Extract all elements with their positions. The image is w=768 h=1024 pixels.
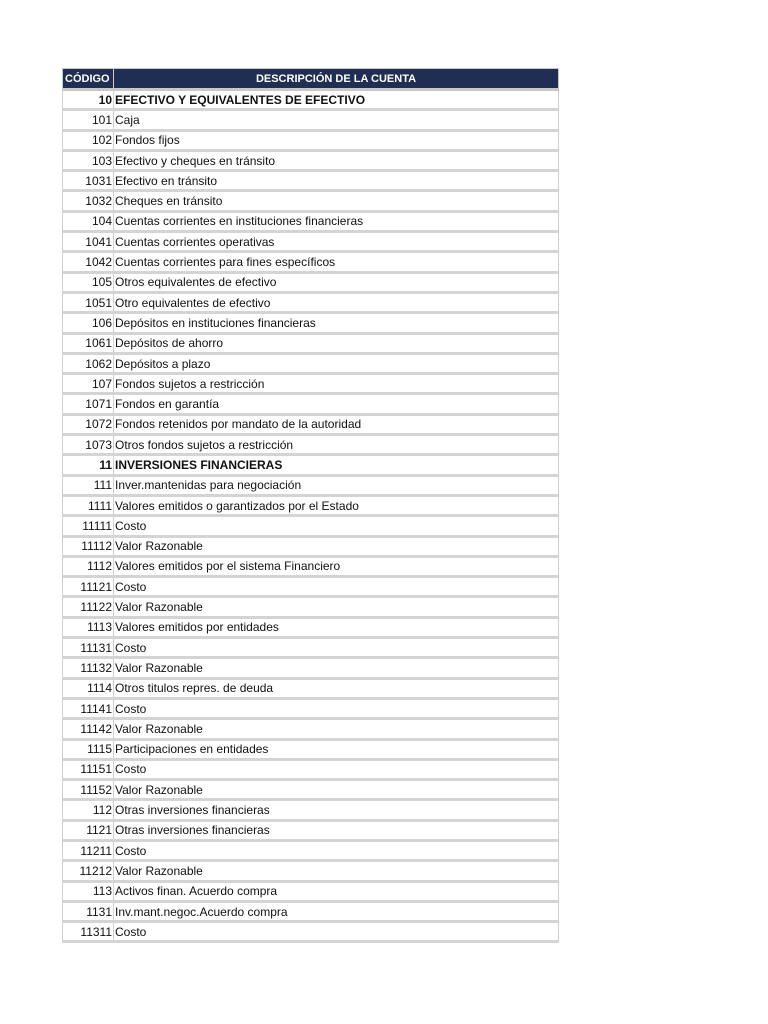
account-description-cell: Fondos sujetos a restricción [114,374,559,394]
account-code-cell: 1131 [63,901,114,921]
account-code-cell: 11212 [63,861,114,881]
account-code-cell: 11112 [63,536,114,556]
account-code-cell: 106 [63,313,114,333]
table-row [63,577,559,597]
account-description-cell: Costo [114,840,559,860]
account-code-cell: 1042 [63,252,114,272]
table-row [63,455,559,475]
account-code-cell: 11141 [63,698,114,718]
table-row [63,292,559,312]
table-row [63,719,559,739]
table-row [63,516,559,536]
account-description-cell: Costo [114,516,559,536]
account-description-cell: Valor Razonable [114,861,559,881]
account-code-cell: 11122 [63,597,114,617]
table-row [63,759,559,779]
table-row [63,698,559,718]
account-description-cell: Activos finan. Acuerdo compra [114,881,559,901]
account-code-cell: 111 [63,475,114,495]
account-description-cell: Otras inversiones financieras [114,820,559,840]
description-column-header: DESCRIPCIÓN DE LA CUENTA [114,69,559,90]
table-row [63,130,559,150]
account-description-cell: Valores emitidos por entidades [114,617,559,637]
table-row [63,150,559,170]
account-code-cell: 1121 [63,820,114,840]
account-code-cell: 104 [63,211,114,231]
code-column-header: CÓDIGO [63,69,114,90]
account-code-cell: 1111 [63,495,114,515]
table-row [63,638,559,658]
table-row [63,374,559,394]
table-row [63,435,559,455]
account-code-cell: 11 [63,455,114,475]
account-code-cell: 1041 [63,232,114,252]
account-code-cell: 105 [63,272,114,292]
account-description-cell: Otros titulos repres. de deuda [114,678,559,698]
table-row [63,922,559,942]
account-description-cell: Otras inversiones financieras [114,800,559,820]
table-row [63,820,559,840]
account-code-cell: 1061 [63,333,114,353]
account-code-cell: 1032 [63,191,114,211]
header-row [63,69,559,90]
table-row [63,252,559,272]
account-code-cell: 11152 [63,780,114,800]
account-code-cell: 1072 [63,414,114,434]
account-code-cell: 1112 [63,556,114,576]
account-description-cell: Participaciones en entidades [114,739,559,759]
account-description-cell: Costo [114,638,559,658]
account-description-cell: Inver.mantenidas para negociación [114,475,559,495]
account-code-cell: 102 [63,130,114,150]
account-description-cell: Otros fondos sujetos a restricción [114,435,559,455]
table-row [63,394,559,414]
table-row [63,617,559,637]
account-description-cell: Otro equivalentes de efectivo [114,292,559,312]
table-row [63,171,559,191]
table-row [63,495,559,515]
account-description-cell: Valores emitidos por el sistema Financiero [114,556,559,576]
account-code-cell: 107 [63,374,114,394]
account-description-cell: Fondos fijos [114,130,559,150]
table-row [63,658,559,678]
table-row [63,861,559,881]
table-row [63,272,559,292]
account-code-cell: 11142 [63,719,114,739]
account-description-cell: INVERSIONES FINANCIERAS [114,455,559,475]
account-code-cell: 1031 [63,171,114,191]
account-description-cell: Valor Razonable [114,780,559,800]
table-row [63,800,559,820]
account-code-cell: 1062 [63,353,114,373]
table-row [63,232,559,252]
account-description-cell: Fondos retenidos por mandato de la autoridad [114,414,559,434]
account-description-cell: Valor Razonable [114,719,559,739]
table-row [63,414,559,434]
account-code-cell: 11151 [63,759,114,779]
account-code-cell: 1113 [63,617,114,637]
account-description-cell: Inv.mant.negoc.Acuerdo compra [114,901,559,921]
account-description-cell: Otros equivalentes de efectivo [114,272,559,292]
table-row [63,353,559,373]
account-code-cell: 1071 [63,394,114,414]
account-description-cell: Efectivo y cheques en tránsito [114,150,559,170]
table-row [63,780,559,800]
table-row [63,840,559,860]
account-code-cell: 1073 [63,435,114,455]
account-code-cell: 1051 [63,292,114,312]
account-description-cell: Depósitos en instituciones financieras [114,313,559,333]
account-description-cell: Fondos en garantía [114,394,559,414]
account-description-cell: Efectivo en tránsito [114,171,559,191]
account-description-cell: Valor Razonable [114,658,559,678]
account-code-cell: 1114 [63,678,114,698]
table-row [63,678,559,698]
table-row [63,191,559,211]
account-description-cell: Valor Razonable [114,597,559,617]
account-description-cell: Caja [114,110,559,130]
account-description-cell: Cuentas corrientes en instituciones financieras [114,211,559,231]
account-description-cell: Costo [114,698,559,718]
account-code-cell: 11121 [63,577,114,597]
account-description-cell: Costo [114,922,559,942]
table-row [63,901,559,921]
table-row [63,110,559,130]
table-row [63,739,559,759]
table-row [63,333,559,353]
account-code-cell: 11211 [63,840,114,860]
table-row [63,211,559,231]
account-code-cell: 101 [63,110,114,130]
account-code-cell: 113 [63,881,114,901]
account-description-cell: Depósitos de ahorro [114,333,559,353]
account-description-cell: EFECTIVO Y EQUIVALENTES DE EFECTIVO [114,90,559,110]
table-row [63,536,559,556]
account-code-cell: 11111 [63,516,114,536]
account-description-cell: Cuentas corrientes para fines específicos [114,252,559,272]
table-row [63,313,559,333]
account-code-cell: 11132 [63,658,114,678]
account-code-cell: 10 [63,90,114,110]
account-description-cell: Depósitos a plazo [114,353,559,373]
account-code-cell: 11131 [63,638,114,658]
account-description-cell: Valor Razonable [114,536,559,556]
account-code-cell: 112 [63,800,114,820]
account-description-cell: Cuentas corrientes operativas [114,232,559,252]
account-description-cell: Costo [114,759,559,779]
table-row [63,90,559,110]
account-description-cell: Valores emitidos o garantizados por el Estado [114,495,559,515]
account-code-cell: 103 [63,150,114,170]
account-description-cell: Cheques en tránsito [114,191,559,211]
table-row [63,881,559,901]
table-row [63,597,559,617]
table-row [63,475,559,495]
account-description-cell: Costo [114,577,559,597]
table-row [63,556,559,576]
chart-of-accounts-table [62,68,559,943]
account-code-cell: 11311 [63,922,114,942]
account-code-cell: 1115 [63,739,114,759]
